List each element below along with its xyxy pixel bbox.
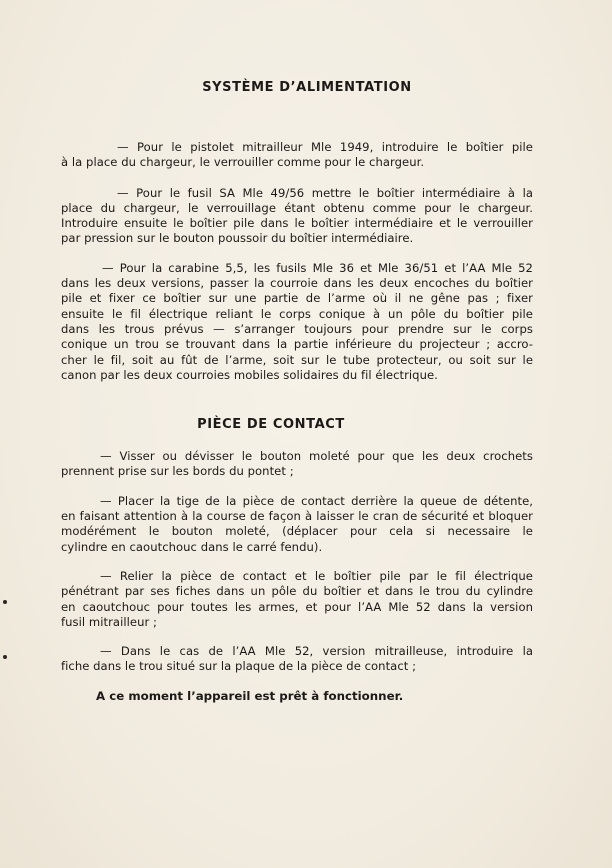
text-line: — Visser ou dévisser le bouton moleté pour que les deux crochets [100,449,533,464]
text-line: cher le fil, soit au fût de l’arme, soit sur le tube protecteur, ou soit sur le [61,352,533,367]
text-line: — Pour le fusil SA Mle 49/56 mettre le boîtier intermédiaire à la [117,185,533,200]
text-line: Introduire ensuite le boîtier pile dans le boîtier intermédiaire et le verrouiller [61,216,533,231]
margin-mark [3,655,7,659]
paragraph [61,140,533,171]
paragraph [61,261,533,383]
text-line: cylindre en caoutchouc dans le carré fendu). [61,539,323,554]
text-line: en caoutchouc pour toutes les armes, et pour l’AA Mle 52 dans la version [61,599,533,614]
text-line: en faisant attention à la course de façon à laisser le cran de sécurité et bloquer [61,509,533,524]
margin-mark [3,600,7,604]
text-line: — Dans le cas de l’AA Mle 52, version mitrailleuse, introduire la [100,644,533,659]
text-line: modérément le bouton moleté, (déplacer pour cela si necessaire le [61,524,533,539]
document-body [61,80,533,703]
text-line: conique un trou se trouvant dans la partie inférieure du projecteur ; accro- [61,337,533,352]
paragraph [61,186,533,247]
text-line: — Pour la carabine 5,5, les fusils Mle 36 et Mle 36/51 et l’AA Mle 52 [102,260,533,275]
paragraph [61,569,533,630]
section-title-alimentation: SYSTÈME D’ALIMENTATION [202,80,412,95]
text-line: pile et fixer ce boîtier sur une partie de l’arme où il ne gêne pas ; fixer [61,291,533,306]
section-title-contact: PIÈCE DE CONTACT [197,417,345,433]
text-line: pénétrant par ses fiches dans un pôle du boîtier et dans le trou du cylindre [61,584,533,599]
text-line: fusil mitrailleur ; [61,614,157,629]
text-line: ensuite le fil électrique reliant le corps conique à un pôle du boîtier pile [61,306,533,321]
paragraph [61,644,533,675]
text-line: — Pour le pistolet mitrailleur Mle 1949, introduire le boîtier pile [117,140,533,154]
text-line: dans les trous prévus — s’arranger toujours pour prendre sur le corps [61,321,533,336]
paragraph [61,494,533,555]
text-line: fiche dans le trou situé sur la plaque de la pièce de contact ; [61,659,417,674]
text-line: dans les deux versions, passer la courroie dans les deux encoches du boîtier [61,276,533,291]
text-line: — Relier la pièce de contact et le boîtier pile par le fil électrique [100,568,533,583]
text-line: à la place du chargeur, le verrouiller comme pour le chargeur. [61,155,425,170]
text-line: place du chargeur, le verrouillage étant obtenu comme pour le chargeur. [61,200,533,215]
paragraph [61,449,533,480]
closing-statement: A ce moment l’appareil est prêt à fonctionner. [96,688,404,703]
text-line: — Placer la tige de la pièce de contact derrière la queue de détente, [100,493,533,508]
text-line: canon par les deux courroies mobiles solidaires du fil électrique. [61,367,438,382]
text-line: prennent prise sur les bords du pontet ; [61,464,294,479]
text-line: par pression sur le bouton poussoir du boîtier intermédiaire. [61,231,414,246]
